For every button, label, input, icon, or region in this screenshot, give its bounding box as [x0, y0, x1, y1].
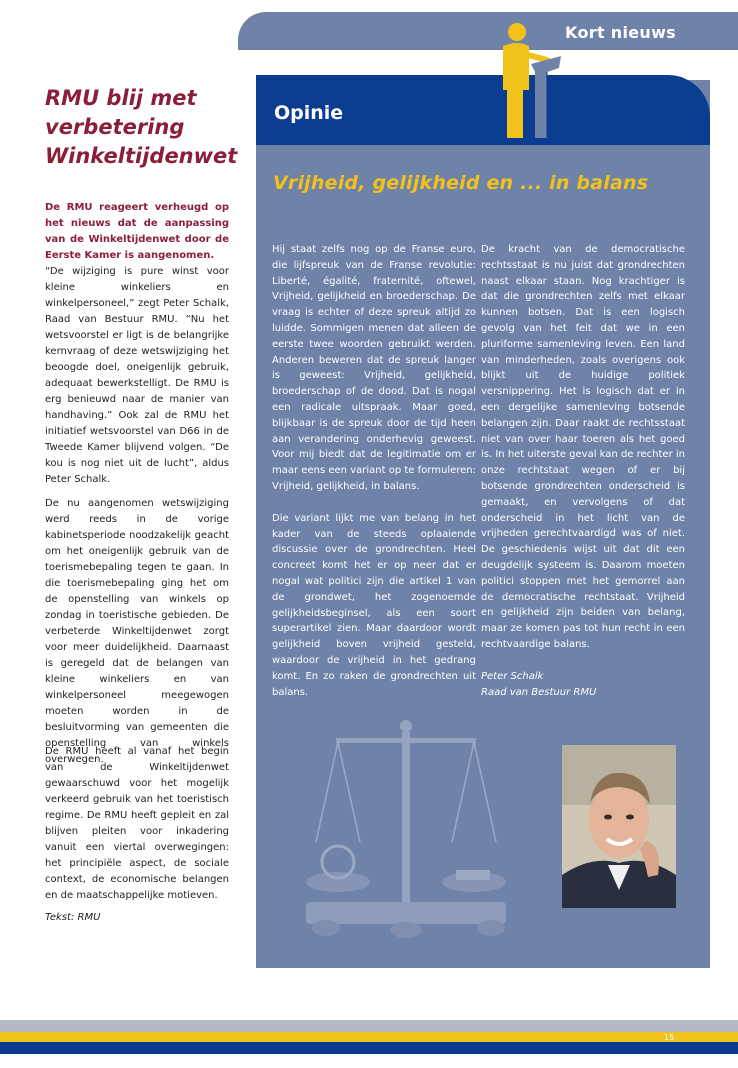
author-role: Raad van Bestuur RMU: [481, 686, 597, 698]
author-photo: [562, 745, 676, 908]
opinion-paragraph: Hij staat zelfs nog op de Franse euro, die lijfspreuk van de Franse revolutie: Liberté, égalité, fraternité, oftewel, Vrijheid, gelijkheid en broederschap. De vraag is echter of deze spreuk altijd zo luidde. Sommigen menen dat alleen de eerste twee woorden gebruikt werden. Anderen beweren dat de spreuk langer is geweest: Vrijheid, gelijkheid, broederschap of de dood. Dat is nogal een radicale uitspraak. Maar goed, blijkbaar is de spreuk door de tijd heen aan verandering onderhevig geweest. Voor mij biedt dat de legitimatie om er maar eens een variant op te formuleren: Vrijheid, gelijkheid, in balans.: [272, 244, 476, 492]
opinion-headline: Vrijheid, gelijkheid en ... in balans: [273, 172, 649, 194]
opinion-paragraph: Die variant lijkt me van belang in het kader van de steeds oplaaiende discussie over de grondrechten. Heel concreet komt het er op neer dat er nogal wat politici zijn die artikel 1 van de grondwet, het zogenoemde gelijkheidsbeginsel, als een soort superartikel zien. Maar daardoor wordt gelijkheid boven vrijheid gesteld, waardoor de vrijheid in het gedrang komt. En zo raken de grondrechten uit balans.: [272, 512, 476, 698]
opinion-paragraph: De kracht van de democratische rechtsstaat is nu juist dat grondrechten naast elkaar staan. Nog krachtiger is dat die grondrechten zelfs met elkaar kunnen botsen. Dat is een logisch gevolg van het feit dat we in een pluriforme samenleving leven. Een land van minderheden, zoals overigens ook blijkt uit de huidige politiek versnippering. Het is logisch dat er in een dergelijke samenleving botsende belangen zijn. Daar raakt de rechtsstaat niet van over haar toeren als het goed is. In het uiterste geval kan de rechter in onze rechtstaat wegen of er bij botsende grondrechten onderscheid is gemaakt, en vervolgens of dat onderscheid in het licht van de vrijheden gerechtvaardigd was of niet. De geschiedenis wijst uit dat dit een deugdelijk systeem is. Daarom moeten politici stoppen met het gemorrel aan de democratische rechtstaat. Vrijheid en gelijkheid zijn beiden van belang, maar ze komen pas tot hun recht in een rechtvaardige balans.: [481, 244, 685, 650]
footer-stripe-yellow: [0, 1032, 738, 1042]
page-number: 15: [664, 1033, 675, 1042]
speaker-lectern-icon: [495, 20, 565, 140]
opinion-column-2: [481, 242, 685, 700]
left-article-paragraph: De nu aangenomen wetswijziging werd reeds in de vorige kabinetsperiode noodzakelijk geacht om het oneigenlijk gebruik van de toerismebepaling tegen te gaan. In die toerismebepaling ging het om de openstelling van winkels op zondag in toeristische gebieden. De verbeterde Winkeltijdenwet zorgt voor meer duidelijkheid. Daarnaast is geregeld dat de belangen van kleine winkeliers en van winkelpersoneel meegewogen moeten worden in de besluitvorming van gemeenten die openstelling van winkels overwegen.: [45, 498, 229, 765]
opinion-label: Opinie: [274, 102, 344, 124]
author-name: Peter Schalk: [481, 670, 544, 682]
opinion-column-1: [272, 242, 476, 716]
section-label: Kort nieuws: [565, 23, 676, 42]
left-article-paragraph: “De wijziging is pure winst voor kleine winkeliers en winkelpersoneel,” zegt Peter Schalk, Raad van Bestuur RMU. “Nu het wetsvoorstel er ligt is de belangrijke kernvraag of deze wetswijziging het beoogde doel, oneigenlijk gebruik, adequaat bewerkstelligt. De RMU is erg benieuwd naar de manier van handhaving.” Ook zal de RMU het initiatief wetsvoorstel van D66 in de Tweede Kamer blijvend volgen. “De kou is nog niet uit de lucht”, aldus Peter Schalk.: [45, 266, 229, 485]
footer-stripe-blue: [0, 1042, 738, 1054]
left-article-credit: Tekst: RMU: [45, 912, 101, 923]
footer-stripe-gray: [0, 1020, 738, 1032]
left-article-lead: De RMU reageert verheugd op het nieuws dat de aanpassing van de Winkeltijdenwet door de Eerste Kamer is aangenomen.: [45, 202, 229, 261]
balance-scale-image: [296, 712, 526, 942]
left-article-title: RMU blij met verbetering Winkeltijdenwet: [45, 86, 238, 168]
left-article-paragraph: De RMU heeft al vanaf het begin van de Winkeltijdenwet gewaarschuwd voor het mogelijk verkeerd gebruik van het toeristisch regime. De RMU heeft gepleit en zal blijven pleiten voor inkadering vanuit een viertal overwegingen: het principiële aspect, de sociale context, de economische belangen en de maatschappelijke motieven.: [45, 746, 229, 901]
